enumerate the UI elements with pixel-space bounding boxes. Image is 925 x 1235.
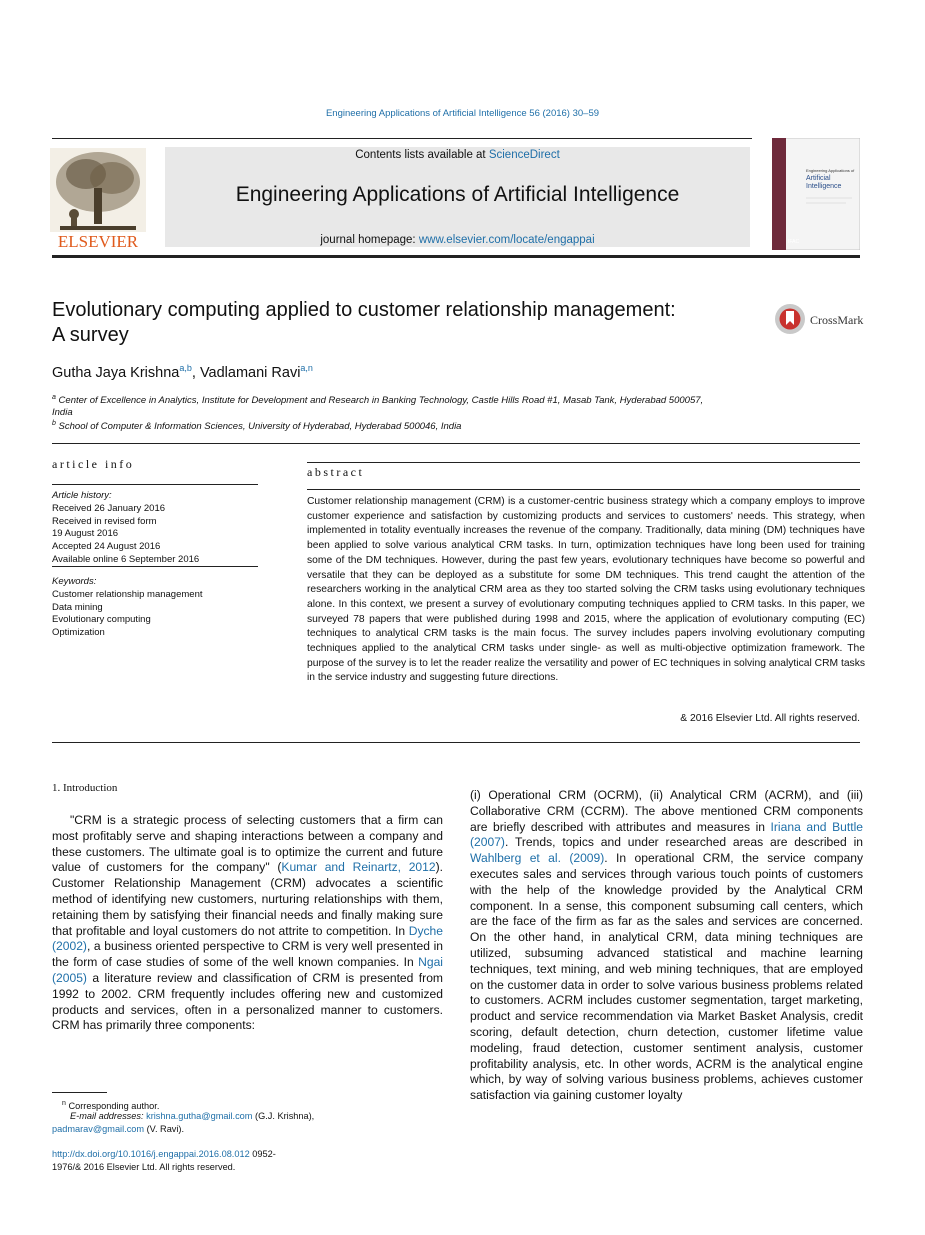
copyright-line: & 2016 Elsevier Ltd. All rights reserved. [680, 713, 860, 724]
section-heading-introduction: 1. Introduction [52, 782, 118, 794]
paragraph [470, 788, 863, 1104]
title-line-2: A survey [52, 324, 129, 346]
paragraph [52, 813, 443, 1034]
elsevier-wordmark: ELSEVIER [57, 232, 139, 250]
abstract-top-rule [307, 462, 860, 463]
citation-link[interactable]: Kumar and Reinartz, 2012 [281, 860, 436, 875]
affiliation-text: Center of Excellence in Analytics, Institute for Development and Research in Banking Technology, Castle Hills Road #1, Masab Tank, Hyderabad 500057, [58, 395, 704, 407]
email-label: E-mail addresses: [70, 1111, 144, 1121]
author-affiliation-marks[interactable]: a,n [300, 363, 313, 373]
affiliation-mark: b [52, 420, 56, 427]
paper-title [52, 298, 752, 348]
doi-link[interactable]: http://dx.doi.org/10.1016/j.engappai.2016.08.012 [52, 1149, 250, 1159]
keyword: Customer relationship management [52, 588, 203, 600]
title-line-1: Evolutionary computing applied to customer relationship management: [52, 299, 676, 321]
citation-link[interactable]: Dyche (2002) [52, 923, 443, 954]
keywords-label: Keywords: [52, 576, 97, 587]
issn: 0952- [252, 1149, 276, 1159]
keyword: Optimization [52, 627, 105, 639]
header-top-rule [52, 138, 752, 139]
keyword: Evolutionary computing [52, 614, 151, 626]
article-info-heading: article info [52, 457, 135, 471]
cover-ifac-badge: IFAC [788, 239, 800, 245]
contents-line [165, 149, 750, 161]
keywords-block [52, 576, 262, 640]
footnote-emails [52, 1110, 382, 1136]
homepage-line [165, 234, 750, 246]
citation-link[interactable]: Wahlberg et al. (2009) [470, 851, 605, 866]
keyword: Data mining [52, 601, 103, 613]
text-run: "CRM is a strategic process of selecting customers that a firm can most profitably serve and shaping interactions between a company and these customers. The ultimate goal is to optimize the current and future value of customers for the company" ( [52, 813, 443, 875]
footnote-mark: n [62, 1100, 66, 1107]
text-run: a literature review and classification of CRM is presented from 1992 to 2002. CRM frequently includes offering new and customized products and services, often in a personalized manner to customers. CRM has primarily three components: [52, 970, 443, 1033]
issn-copyright: 1976/& 2016 Elsevier Ltd. All rights reserved. [52, 1162, 236, 1172]
text-run: (i) Operational CRM (OCRM), (ii) Analytical CRM (ACRM), and (iii) Collaborative CRM (CCRM). The above mentioned CRM components are briefly described with attributes and measures in [470, 788, 863, 834]
abstract-heading: abstract [307, 465, 365, 479]
citation-link[interactable]: Iriana and Buttle (2007) [470, 819, 864, 850]
crossmark-badge[interactable] [773, 300, 868, 338]
affiliation-a [52, 392, 812, 419]
cover-title-line3: Intelligence [806, 183, 842, 190]
contents-prefix: Contents lists available at [355, 149, 486, 161]
text-run: . In operational CRM, the service company executes sales and services through various touch points of customers with the help of the knowledge provided by the Analytical CRM component. In a sense, this component subsuming call centers, which are the face of the firm as far as the sales and services are concerned. On the other hand, in analytical CRM, data mining techniques are utilized, subsuming advanced statistical and machine learning techniques, text mining, and web mining techniques, that are employed on the customer data in order to solve various business problems related to customers. ACRM includes customer segmentation, target marketing, product and service recommendation via Market Basket Analysis, credit scoring, default detection, churn detection, customer lifetime value modeling, fraud detection, customer sentiment analysis, customer profitability analysis, etc. In other words, ACRM is the analytical engine which, by way of solving various business problems, achieves customer satisfaction via gaining customer loyalty [470, 851, 863, 1103]
affiliation-text: India [52, 407, 73, 419]
cover-title-line1: Engineering Applications of [806, 168, 855, 173]
affiliation-b [52, 418, 812, 433]
article-info-rule [52, 484, 258, 485]
elsevier-tree-logo [50, 148, 146, 250]
author-name: Gutha Jaya Krishna [52, 364, 180, 381]
journal-reference[interactable]: Engineering Applications of Artificial Intelligence 56 (2016) 30–59 [325, 108, 600, 119]
header-bottom-rule [52, 255, 860, 258]
body-column-right [470, 788, 863, 1104]
footnote-rule [52, 1092, 107, 1093]
affiliation-text: School of Computer & Information Sciences, University of Hyderabad, Hyderabad 500046, India [58, 421, 462, 433]
cover-title-line2: Artificial [806, 175, 831, 182]
history-item: 19 August 2016 [52, 528, 119, 540]
citation-link[interactable]: Ngai (2005) [52, 955, 443, 985]
journal-cover-thumbnail [772, 138, 860, 250]
email-owner: (V. Ravi). [146, 1124, 185, 1134]
history-item: Accepted 24 August 2016 [52, 541, 161, 553]
article-history [52, 490, 262, 567]
author-separator: , [191, 364, 200, 381]
text-run: . Trends, topics and under researched areas are described in [504, 835, 863, 850]
email-link[interactable]: krishna.gutha@gmail.com [146, 1111, 253, 1121]
author-list [52, 363, 313, 381]
author-name: Vadlamani Ravi [199, 364, 301, 381]
abstract-rule [307, 489, 860, 490]
journal-title: Engineering Applications of Artificial Intelligence [235, 183, 680, 206]
text-run: ). Customer Relationship Management (CRM) advocates a scientific method of identifying new customers, nurturing relationships with them, retaining them by satisfying their financial needs and finally making sure that profitable and loyal customers do not attrite to competition. In [52, 860, 443, 938]
crossmark-label: CrossMark [810, 313, 864, 327]
text-run: , a business oriented perspective to CRM is very well presented in the form of case studies of some of the well known companies. In [52, 939, 443, 970]
affiliation-mark: a [52, 394, 56, 401]
sciencedirect-link[interactable]: ScienceDirect [488, 149, 560, 161]
history-label: Article history: [52, 490, 112, 501]
doi-block [52, 1148, 382, 1174]
history-item: Received in revised form [52, 515, 157, 527]
footnote-text: Corresponding author. [68, 1101, 160, 1112]
body-column-left [52, 813, 443, 1034]
email-owner: (G.J. Krishna), [255, 1111, 315, 1121]
affiliation-rule [52, 443, 860, 444]
history-item: Available online 6 September 2016 [52, 553, 200, 565]
homepage-prefix: journal homepage: [320, 234, 416, 246]
homepage-link[interactable]: www.elsevier.com/locate/engappai [418, 234, 595, 246]
abstract-bottom-rule [52, 742, 860, 743]
author-affiliation-marks[interactable]: a,b [179, 363, 192, 373]
keywords-rule [52, 566, 258, 567]
email-link[interactable]: padmarav@gmail.com [52, 1124, 145, 1134]
abstract-text: Customer relationship management (CRM) is a customer-centric business strategy which a company employs to improve customer experience and satisfaction by customizing products and services to customers' needs. This strategy, when implemented in totality eventually increases the revenue of the company. Traditionally, data mining (DM) techniques have been applied to solve various analytical CRM tasks. In turn, optimization techniques have long been used for training some of the DM techniques. However, during the past few years, evolutionary techniques have become so powerful and versatile that they can be deployed as a substitute for some DM techniques. This trend caught the attention of the researchers working in the analytical CRM area as they too started solving the CRM tasks using evolutionary techniques alone. In this context, we present a survey of evolutionary computing techniques applied to CRM tasks. In this paper, we surveyed 78 papers that were published during 1998 and 2015, where the application of evolutionary computing (EC) techniques to analytical CRM tasks is the main focus. The survey includes papers involving evolutionary computing techniques applied to the analytical CRM tasks under single- as well as multi-objective optimization framework. The purpose of the survey is to let the reader realize the versatility and power of EC techniques in solving analytical CRM tasks in the service industry and suggesting future directions. [307, 496, 865, 684]
history-item: Received 26 January 2016 [52, 502, 166, 514]
